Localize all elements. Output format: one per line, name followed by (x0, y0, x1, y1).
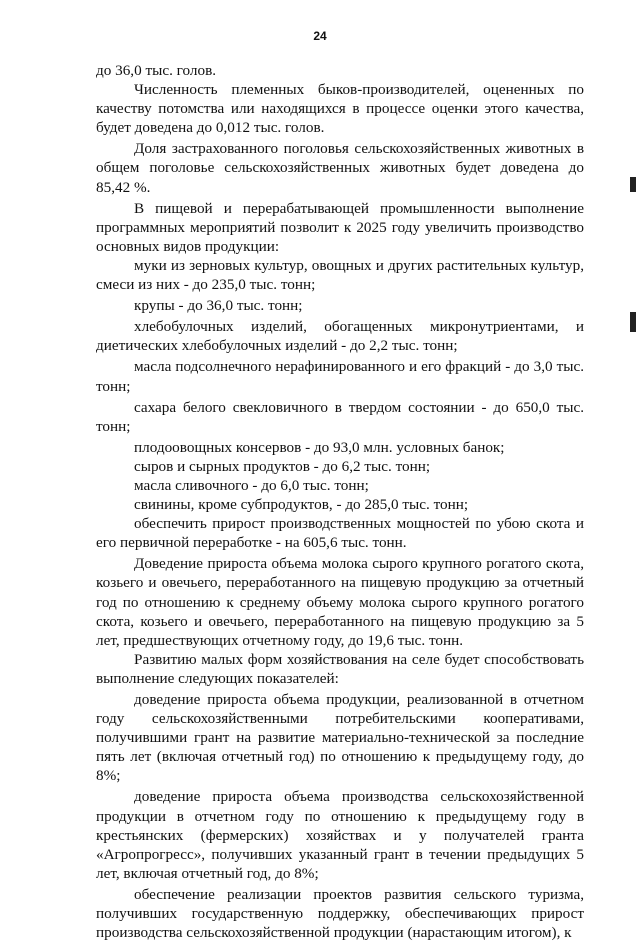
list-item-sugar: сахара белого свекловичного в твердом состоянии - до 650,0 тыс. тонн; (96, 398, 584, 435)
paragraph-insured-livestock: Доля застрахованного поголовья сельскохозяйственных животных в общем поголовье сельскохозяйственных животных будет доведена до 85,42 %. (96, 140, 584, 196)
paragraph-continuation: до 36,0 тыс. голов. (96, 62, 217, 79)
list-item-cooperatives: доведение прироста объема продукции, реализованной в отчетном году сельскохозяйственными потребительскими кооперативами, получившими грант на развитие материально-технической за последние пять лет (включая отчетный год) по отношению к предыдущему году, до 8%; (96, 691, 584, 785)
list-item-canned-vegetables: плодоовощных консервов - до 93,0 млн. условных банок; (134, 438, 505, 456)
list-item-groats: крупы - до 36,0 тыс. тонн; (134, 297, 303, 315)
list-item-rural-tourism: обеспечение реализации проектов развития сельского туризма, получивших государственную поддержку, обеспечивающих прирост производства сельскохозяйственной продукции (нарастающим итогом), к (96, 885, 584, 942)
page-number: 24 (313, 29, 327, 43)
paragraph-breeding-bulls: Численность племенных быков-производителей, оцененных по качеству потомства или находящихся в процессе оценки этого качества, будет доведена до 0,012 тыс. голов. (96, 81, 584, 137)
paragraph-food-industry: В пищевой и перерабатывающей промышленности выполнение программных мероприятий позволит к 2025 году увеличить производство основных видов продукции: (96, 199, 584, 255)
list-item-pork: свинины, кроме субпродуктов, - до 285,0 тыс. тонн; (134, 496, 469, 514)
paragraph-small-farms: Развитию малых форм хозяйствования на селе будет способствовать выполнение следующих показателей: (96, 650, 584, 687)
list-item-cheese: сыров и сырных продуктов - до 6,2 тыс. тонн; (134, 457, 431, 475)
list-item-slaughter-capacity: обеспечить прирост производственных мощностей по убою скота и его первичной переработке - на 605,6 тыс. тонн. (96, 515, 584, 552)
list-item-butter: масла сливочного - до 6,0 тыс. тонн; (134, 476, 369, 494)
list-item-farm-households: доведение прироста объема производства сельскохозяйственной продукции в отчетном году по отношению к предыдущему году в крестьянских (фермерских) хозяйствах и у получателей гранта «Агропрогресс», получивших указанный грант в течении предыдущих 5 лет, включая отчетный год, до 8%; (96, 788, 584, 882)
document-body (96, 61, 584, 942)
scan-edge-mark (630, 177, 636, 192)
list-item-bakery: хлебобулочных изделий, обогащенных микронутриентами, и диетических хлебобулочных изделий - до 2,2 тыс. тонн; (96, 318, 584, 355)
paragraph-milk-processing: Доведение прироста объема молока сырого крупного рогатого скота, козьего и овечьего, переработанного на пищевую продукцию за отчетный год по отношению к среднему объему молока сырого крупного рогатого скота, козьего и овечьего, переработанного на пищевую продукцию за 5 лет, предшествующих отчетному году, до 19,6 тыс. тонн. (96, 555, 584, 649)
scan-edge-mark (630, 312, 636, 332)
list-item-sunflower-oil: масла подсолнечного нерафинированного и его фракций - до 3,0 тыс. тонн; (96, 358, 584, 395)
list-item-flour: муки из зерновых культур, овощных и других растительных культур, смеси из них - до 235,0 тыс. тонн; (96, 256, 584, 294)
